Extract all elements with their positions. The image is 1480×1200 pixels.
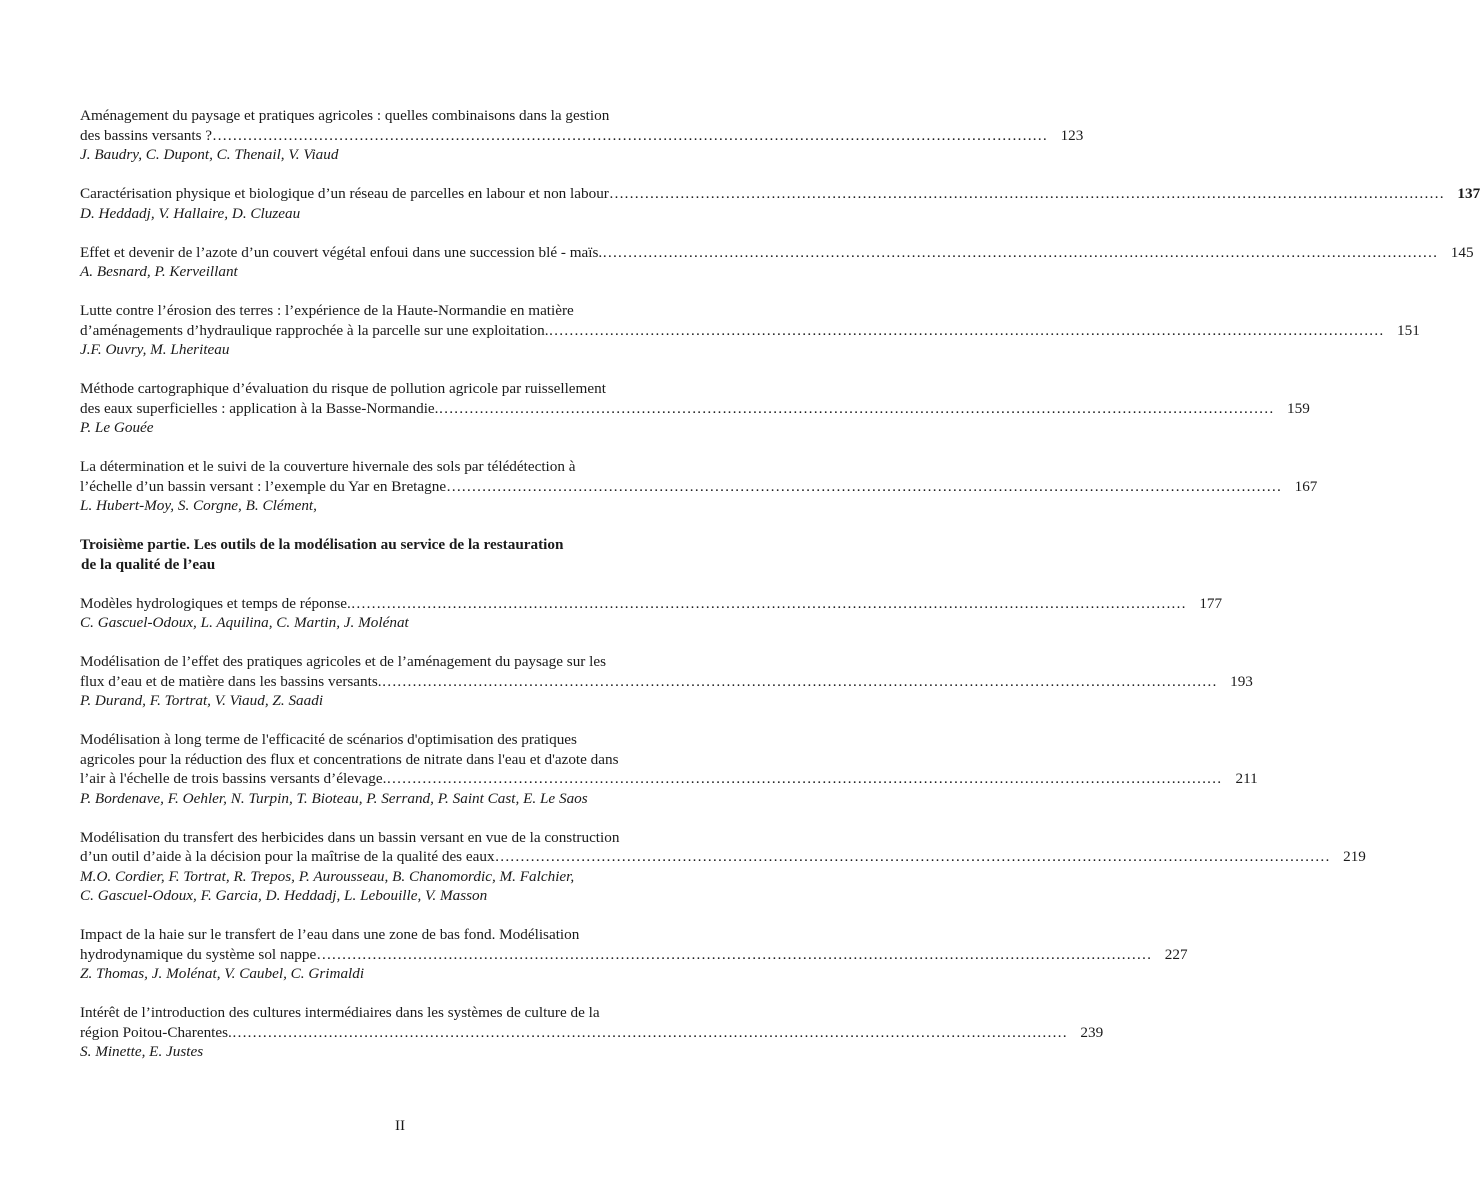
entry-authors: P. Bordenave, F. Oehler, N. Turpin, T. Bioteau, P. Serrand, P. Saint Cast, E. Le Saos (80, 789, 588, 807)
entry-authors: C. Gascuel-Odoux, L. Aquilina, C. Martin, J. Molénat (80, 614, 409, 631)
entry-authors: J.F. Ouvry, M. Lheriteau (80, 341, 230, 358)
entry-title-line: Intérêt de l’introduction des cultures intermédiaires dans les systèmes de culture de la (80, 1004, 600, 1021)
dot-leader: ………………………………………………………………………………………………………………………………………………… (231, 1023, 1068, 1041)
toc-entry (80, 243, 1474, 282)
entry-title-line: Modélisation du transfert des herbicides dans un bassin versant en vue de la construction (80, 828, 620, 846)
entry-title-last-line (80, 243, 1474, 263)
entry-title-text: d’un outil d’aide à la décision pour la maîtrise de la qualité des eaux (80, 848, 495, 865)
entry-title-last-line (80, 321, 1420, 341)
entry-title-last-line (80, 126, 1084, 146)
entry-authors: L. Hubert-Moy, S. Corgne, B. Clément, (80, 497, 317, 514)
dot-leader: ………………………………………………………………………………………………………………………………………………… (494, 848, 1330, 865)
entry-title-last-line (80, 1023, 1104, 1043)
page-ref: 227 (1164, 945, 1188, 963)
page-ref: 151 (1397, 321, 1420, 339)
entry-title-text: Effet et devenir de l’azote d’un couvert végétal enfoui dans une succession blé - maïs. (80, 243, 603, 261)
entry-authors: M.O. Cordier, F. Tortrat, R. Trepos, P. Aurousseau, B. Chanomordic, M. Falchier, (80, 867, 575, 885)
section-heading-line: de la qualité de l’eau (81, 555, 216, 573)
toc-entry (80, 594, 1223, 633)
entry-title-text: flux d’eau et de matière dans les bassins versants. (80, 672, 382, 690)
table-of-contents (80, 106, 1480, 1081)
entry-title-line: Aménagement du paysage et pratiques agricoles : quelles combinaisons dans la gestion (80, 107, 610, 124)
entry-authors: C. Gascuel-Odoux, F. Garcia, D. Heddadj, L. Lebouille, V. Masson (80, 887, 488, 904)
entry-title-line: La détermination et le suivi de la couverture hivernale des sols par télédétection à (80, 458, 576, 475)
dot-leader: ………………………………………………………………………………………………………………………………………………… (316, 945, 1152, 963)
entry-title-text: Modèles hydrologiques et temps de réponse. (80, 594, 351, 612)
page-ref: 239 (1080, 1023, 1104, 1041)
page-ref: 123 (1060, 126, 1084, 144)
dot-leader: ………………………………………………………………………………………………………………………………………………… (381, 672, 1217, 690)
page-ref: 193 (1230, 672, 1253, 690)
toc-entry (80, 730, 1258, 808)
page-ref: 167 (1294, 477, 1318, 495)
dot-leader: ………………………………………………………………………………………………………………………………………………… (438, 399, 1274, 417)
entry-title-line: Impact de la haie sur le transfert de l’eau dans une zone de bas fond. Modélisation (80, 926, 580, 943)
entry-authors: J. Baudry, C. Dupont, C. Thenail, V. Viaud (80, 146, 339, 163)
entry-title-text: des bassins versants ? (80, 126, 213, 144)
toc-entry (80, 301, 1420, 360)
entry-authors: D. Heddadj, V. Hallaire, D. Cluzeau (80, 204, 301, 222)
entry-title-last-line (80, 184, 1480, 204)
page-ref: 177 (1199, 594, 1223, 612)
page-number: II (394, 1117, 406, 1134)
entry-title-last-line (80, 477, 1318, 497)
page-ref: 145 (1450, 243, 1474, 261)
page-ref: 211 (1235, 770, 1258, 787)
page-ref: 219 (1343, 848, 1366, 865)
entry-title-last-line (80, 769, 1258, 789)
entry-title-text: Caractérisation physique et biologique d’un réseau de parcelles en labour et non labour (80, 185, 609, 202)
entry-title-last-line (80, 672, 1253, 692)
toc-entry (80, 925, 1188, 984)
entry-title-line: agricoles pour la réduction des flux et concentrations de nitrate dans l'eau et d'azote dans (80, 750, 619, 768)
dot-leader: ………………………………………………………………………………………………………………………………………………… (350, 594, 1187, 612)
entry-title-text: des eaux superficielles : application à la Basse-Normandie. (80, 399, 439, 417)
entry-title-line: Modélisation à long terme de l'efficacité de scénarios d'optimisation des pratiques (80, 731, 577, 748)
toc-entry (80, 457, 1318, 516)
page-ref: 159 (1287, 399, 1310, 417)
dot-leader: ………………………………………………………………………………………………………………………………………………… (608, 185, 1445, 202)
entry-title-last-line (80, 945, 1188, 965)
entry-title-last-line (80, 594, 1223, 614)
toc-entry (80, 652, 1253, 711)
dot-leader: ………………………………………………………………………………………………………………………………………………… (386, 770, 1222, 787)
entry-title-text: d’aménagements d’hydraulique rapprochée à la parcelle sur une exploitation. (80, 321, 549, 339)
entry-authors: A. Besnard, P. Kerveillant (80, 263, 238, 280)
toc-entry (80, 828, 1366, 906)
toc-entry (80, 106, 1084, 165)
entry-authors: Z. Thomas, J. Molénat, V. Caubel, C. Grimaldi (80, 965, 365, 982)
entry-authors: P. Durand, F. Tortrat, V. Viaud, Z. Saadi (80, 692, 324, 709)
dot-leader: ………………………………………………………………………………………………………………………………………………… (212, 126, 1048, 144)
page-ref: 137 (1457, 185, 1480, 202)
entry-authors: P. Le Gouée (80, 419, 154, 436)
toc-entry (80, 379, 1310, 438)
entry-title-text: l’air à l'échelle de trois bassins versants d’élevage. (80, 770, 387, 787)
entry-title-text: l’échelle d’un bassin versant : l’exemple du Yar en Bretagne (80, 477, 447, 495)
entry-title-line: Lutte contre l’érosion des terres : l’expérience de la Haute-Normandie en matière (80, 302, 574, 319)
section-heading (80, 535, 722, 574)
toc-entry (80, 1003, 1104, 1062)
entry-title-last-line (80, 847, 1366, 867)
toc-entry (80, 184, 1480, 223)
entry-title-line: Modélisation de l’effet des pratiques agricoles et de l’aménagement du paysage sur les (80, 653, 607, 670)
dot-leader: ………………………………………………………………………………………………………………………………………………… (446, 477, 1282, 495)
entry-title-text: hydrodynamique du système sol nappe (80, 945, 317, 963)
entry-title-line: Méthode cartographique d’évaluation du risque de pollution agricole par ruissellement (80, 380, 606, 397)
dot-leader: ………………………………………………………………………………………………………………………………………………… (548, 321, 1384, 339)
section-heading-line: Troisième partie. Les outils de la modélisation au service de la restauration (80, 536, 564, 553)
dot-leader: ………………………………………………………………………………………………………………………………………………… (602, 243, 1438, 261)
entry-title-text: région Poitou-Charentes. (80, 1023, 232, 1041)
entry-title-last-line (80, 399, 1310, 419)
entry-authors: S. Minette, E. Justes (80, 1043, 204, 1060)
